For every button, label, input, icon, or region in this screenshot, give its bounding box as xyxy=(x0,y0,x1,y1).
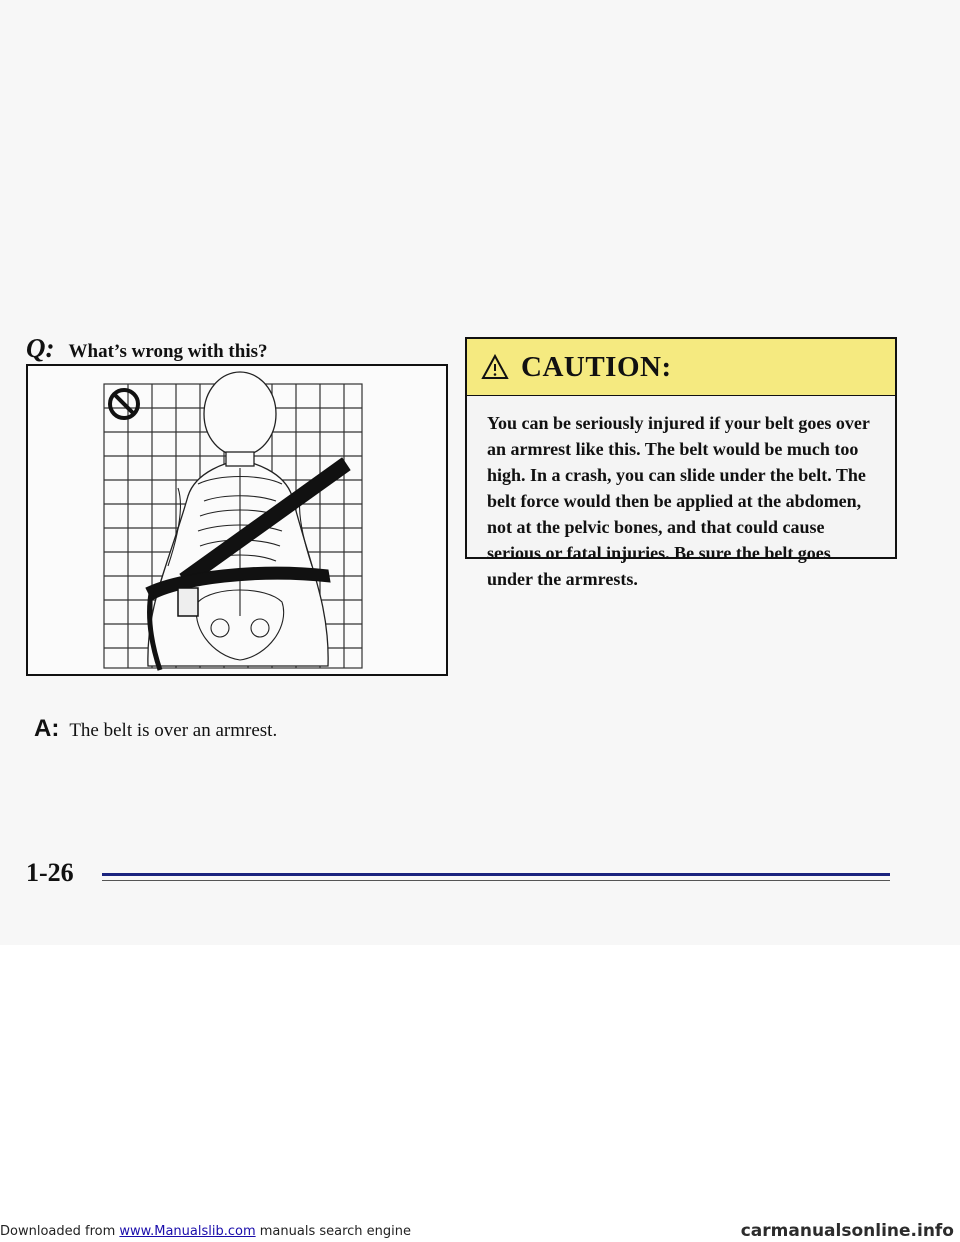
prohibition-sign xyxy=(110,390,138,418)
caution-box xyxy=(465,337,897,589)
footer-rule-thin xyxy=(102,880,890,881)
download-credit-suffix: manuals search engine xyxy=(255,1224,412,1239)
page-number: 1-26 xyxy=(26,858,74,887)
answer-text: The belt is over an armrest. xyxy=(69,720,278,741)
page-footer xyxy=(26,858,892,888)
footer-rule xyxy=(102,873,890,876)
caution-title: CAUTION: xyxy=(521,350,672,383)
manualslib-link[interactable]: www.Manualslib.com xyxy=(119,1224,256,1239)
download-credit xyxy=(0,1224,411,1239)
answer-prefix: A: xyxy=(34,715,60,742)
answer-line xyxy=(34,715,277,743)
question-prefix: Q: xyxy=(26,333,55,363)
seatbelt-illustration xyxy=(26,364,448,676)
caution-text: You can be seriously injured if your belt goes over an armrest like this. The belt would be much too high. In a crash, you can slide under the belt. The belt force would then be applied at the abdomen, not at the pelvic bones, and that could cause serious or fatal injuries. Be sure the belt goes under the armrests. xyxy=(487,413,870,589)
warning-triangle-icon xyxy=(481,354,509,380)
watermark: carmanualsonline.info xyxy=(740,1221,954,1241)
skeleton-belt-diagram xyxy=(28,366,446,674)
question-line xyxy=(26,333,268,364)
question-text: What’s wrong with this? xyxy=(68,341,268,362)
download-credit-prefix: Downloaded from xyxy=(0,1224,120,1239)
caution-header xyxy=(467,339,895,396)
